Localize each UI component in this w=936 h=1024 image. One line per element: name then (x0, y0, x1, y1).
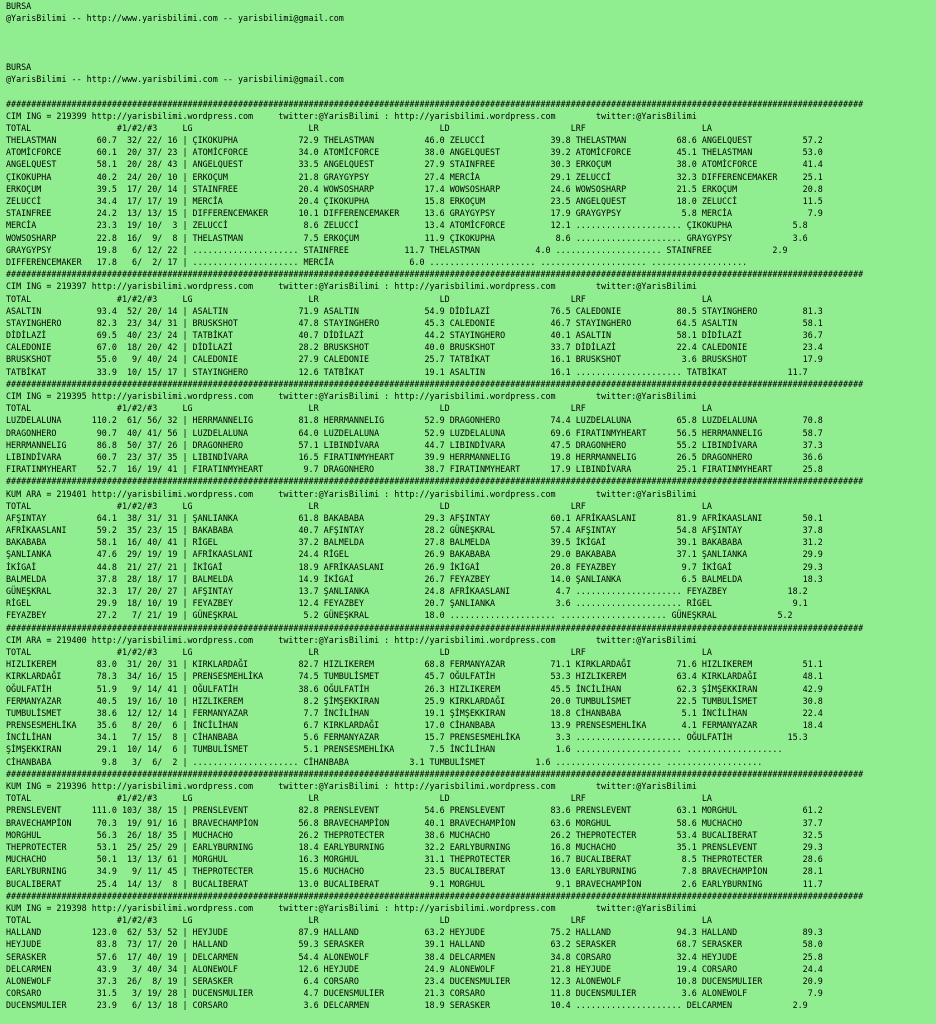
text-line: MUCHACHO 50.1 13/ 13/ 61 | MORGHUL 16.3 MORGHUL 31.1 THEPROTECTER 16.7 BUCALIBERAT 8.5 THEPROTECTER 28.6 (6, 854, 823, 865)
text-line: CIM ARA = 219400 http://yarisbilimi.wordpress.com twitter:@YarisBilimi : http://yarisbilimi.wordpress.com twitter:@YarisBilimi (6, 634, 697, 645)
text-line: BURSA (6, 1, 32, 11)
text-line: ALONEWOLF 37.3 26/ 8/ 19 | SERASKER 6.4 CORSARO 23.4 DUCENSMULIER 12.3 ALONEWOLF 10.8 DUCENSMULIER 20.9 (6, 976, 823, 986)
text-line: HERRMANNELIG 86.8 50/ 37/ 26 | DRAGONHERO 57.1 LIBINDİVARA 44.7 LIBINDİVARA 47.5 DRAGONHERO 55.2 LIBINDİVARA 37.3 (6, 439, 823, 450)
text-line (6, 49, 936, 61)
text-line: TOTAL #1/#2/#3 LG LR LD LRF LA (6, 293, 712, 304)
text-line: ########################################################################################################################################################################## (6, 890, 864, 901)
text-line: TOTAL #1/#2/#3 LG LR LD LRF LA (6, 915, 712, 926)
text-line: FIRATINMYHEART 52.7 16/ 19/ 41 | FIRATINMYHEART 9.7 DRAGONHERO 38.7 FIRATINMYHEART 17.9 LIBINDİVARA 25.1 FIRATINMYHEART 25.8 (6, 464, 823, 475)
text-line: ŞİMŞEKKIRAN 29.1 10/ 14/ 6 | TUMBULİSMET 5.1 PRENSESMEHLİKA 7.5 İNCİLİHAN 1.6 ..................... ................... (6, 744, 783, 755)
text-line: LUZDELALUNA 110.2 61/ 56/ 32 | HERRMANNELIG 81.8 HERRMANNELIG 52.9 DRAGONHERO 74.4 LUZDELALUNA 65.8 LUZDELALUNA 70.8 (6, 415, 823, 426)
text-line: BURSA (6, 61, 32, 72)
text-line: ########################################################################################################################################################################## (6, 269, 864, 280)
text-line: KUM ARA = 219401 http://yarisbilimi.wordpress.com twitter:@YarisBilimi : http://yarisbilimi.wordpress.com twitter:@YarisBilimi (6, 488, 697, 499)
text-line: BRUSKSHOT 55.0 9/ 40/ 24 | CALEDONIE 27.9 CALEDONIE 25.7 TATBİKAT 16.1 BRUSKSHOT 3.6 BRUSKSHOT 17.9 (6, 354, 823, 365)
text-line: ########################################################################################################################################################################## (6, 98, 864, 109)
text-line: RİGEL 29.9 18/ 10/ 19 | FEYAZBEY 12.4 FEYAZBEY 20.7 ŞANLIANKA 3.6 ..................... RİGEL 9.1 (6, 598, 808, 609)
text-line: TOTAL #1/#2/#3 LG LR LD LRF LA (6, 793, 712, 804)
text-line: CALEDONIE 67.0 18/ 20/ 42 | DİDİLAZİ 28.2 BRUSKSHOT 40.0 BRUSKSHOT 33.7 DİDİLAZİ 22.4 CALEDONIE 23.4 (6, 342, 823, 353)
text-line (6, 24, 936, 36)
text-line: CIM ING = 219399 http://yarisbilimi.wordpress.com twitter:@YarisBilimi : http://yarisbilimi.wordpress.com twitter:@YarisBilimi (6, 110, 697, 121)
text-line: STAYINGHERO 82.3 23/ 34/ 31 | BRUSKSHOT 47.8 STAYINGHERO 45.3 CALEDONIE 46.7 STAYINGHERO 64.5 ASALTIN 58.1 (6, 317, 823, 328)
text-line: ZELUCCİ 34.4 17/ 17/ 19 | MERCİA 20.4 ÇIKOKUPHA 15.8 ERKOÇUM 23.5 ANGELQUEST 18.0 ZELUCCİ 11.5 (6, 196, 823, 206)
text-line: HALLAND 123.0 62/ 53/ 52 | HEYJUDE 87.9 HALLAND 63.2 HEYJUDE 75.2 HALLAND 94.3 HALLAND 89.3 (6, 927, 823, 938)
text-line: KUM ING = 219398 http://yarisbilimi.wordpress.com twitter:@YarisBilimi : http://yarisbilimi.wordpress.com twitter:@YarisBilimi (6, 902, 697, 913)
text-line: KUM ING = 219396 http://yarisbilimi.wordpress.com twitter:@YarisBilimi : http://yarisbilimi.wordpress.com twitter:@YarisBilimi (6, 781, 697, 791)
text-line: THELASTMAN 60.7 32/ 22/ 16 | ÇIKOKUPHA 72.9 THELASTMAN 46.0 ZELUCCİ 39.8 THELASTMAN 68.6 ANGELQUEST 57.2 (6, 135, 823, 146)
text-line (6, 85, 936, 97)
text-line: MERCİA 23.3 19/ 10/ 3 | ZELUCCİ 8.6 ZELUCCİ 13.4 ATOMİCFORCE 12.1 ..................... ÇIKOKUPHA 5.8 (6, 220, 808, 231)
text-line: DUCENSMULIER 23.9 6/ 13/ 18 | CORSARO 3.6 DELCARMEN 18.9 SERASKER 10.4 ..................... DELCARMEN 2.9 (6, 1000, 808, 1011)
text-line: @YarisBilimi -- http://www.yarisbilimi.com -- yarisbilimi@gmail.com (6, 74, 344, 85)
text-line: PRENSESMEHLİKA 35.6 8/ 20/ 6 | İNCİLİHAN 6.7 KIRKLARDAĞI 17.0 CİHANBABA 13.9 PRENSESMEHLİKA 4.1 FERMANYAZAR 18.4 (6, 720, 823, 731)
text-line: FEYAZBEY 27.2 7/ 21/ 19 | GÜNEŞKRAL 5.2 GÜNEŞKRAL 18.0 ..................... ..................... GÜNEŞKRAL 5.2 (6, 610, 793, 621)
text-line: ########################################################################################################################################################################## (6, 768, 864, 779)
text-line: ATOMİCFORCE 60.1 20/ 37/ 23 | ATOMİCFORCE 34.0 ATOMİCFORCE 38.0 ANGELQUEST 39.2 ATOMİCFORCE 45.1 THELASTMAN 53.0 (6, 147, 823, 158)
text-line: WOWSOSHARP 22.8 16/ 9/ 8 | THELASTMAN 7.5 ERKOÇUM 11.9 ÇIKOKUPHA 8.6 ..................... GRAYGYPSY 3.6 (6, 232, 808, 243)
text-line: DIFFERENCEMAKER 17.8 6/ 2/ 17 | ..................... MERCİA 6.0 ..................... ..................... ................... (6, 256, 748, 267)
text-line: BAKABABA 58.1 16/ 40/ 41 | RİGEL 37.2 BALMELDA 27.8 BALMELDA 39.5 İKİGAİ 39.1 BAKABABA 31.2 (6, 537, 823, 548)
text-line: BRAVECHAMPİON 70.3 19/ 91/ 16 | BRAVECHAMPİON 56.8 BRAVECHAMPİON 40.1 BRAVECHAMPİON 63.6 MORGHUL 58.6 MUCHACHO 37.7 (6, 817, 823, 828)
text-line: İNCİLİHAN 34.1 7/ 15/ 8 | CİHANBABA 5.6 FERMANYAZAR 15.7 PRENSESMEHLİKA 3.3 ..................... OĞULFATİH 15.3 (6, 732, 808, 743)
text-line: LIBINDİVARA 60.7 23/ 37/ 35 | LIBINDİVARA 16.5 FIRATINMYHEART 39.9 HERRMANNELIG 19.8 HERRMANNELIG 26.5 DRAGONHERO 36.6 (6, 451, 823, 462)
text-line: OĞULFATİH 51.9 9/ 14/ 41 | OĞULFATİH 38.6 OĞULFATİH 26.3 HIZLIKEREM 45.5 İNCİLİHAN 62.3 ŞİMŞEKKIRAN 42.9 (6, 683, 823, 694)
text-line: BALMELDA 37.8 28/ 18/ 17 | BALMELDA 14.9 İKİGAİ 26.7 FEYAZBEY 14.0 ŞANLIANKA 6.5 BALMELDA 18.3 (6, 573, 823, 584)
text-line: AFŞINTAY 64.1 38/ 31/ 31 | ŞANLIANKA 61.8 BAKABABA 29.3 AFŞINTAY 60.1 AFRİKAASLANI 81.9 AFRİKAASLANI 50.1 (6, 512, 823, 523)
text-line: DRAGONHERO 90.7 40/ 41/ 56 | LUZDELALUNA 64.0 LUZDELALUNA 52.9 LUZDELALUNA 69.6 FIRATINMYHEART 56.5 HERRMANNELIG 58.7 (6, 427, 823, 438)
text-line: ŞANLIANKA 47.6 29/ 19/ 19 | AFRİKAASLANI 24.4 RİGEL 26.9 BAKABABA 29.0 BAKABABA 37.1 ŞANLIANKA 29.9 (6, 549, 823, 560)
text-line: THEPROTECTER 53.1 25/ 25/ 29 | EARLYBURNING 18.4 EARLYBURNING 32.2 EARLYBURNING 16.8 MUCHACHO 35.1 PRENSLEVENT 29.3 (6, 841, 823, 852)
text-line: GÜNEŞKRAL 32.3 17/ 20/ 27 | AFŞINTAY 13.7 ŞANLIANKA 24.8 AFRİKAASLANI 4.7 ..................... FEYAZBEY 18.2 (6, 586, 808, 596)
text-line: BUCALIBERAT 25.4 14/ 13/ 8 | BUCALIBERAT 13.0 BUCALIBERAT 9.1 MORGHUL 9.1 BRAVECHAMPİON 2.6 EARLYBURNING 11.7 (6, 878, 823, 889)
text-line: CIM ING = 219397 http://yarisbilimi.wordpress.com twitter:@YarisBilimi : http://yarisbilimi.wordpress.com twitter:@YarisBilimi (6, 281, 697, 292)
text-line: CİHANBABA 9.8 3/ 6/ 2 | ..................... CİHANBABA 3.1 TUMBULİSMET 1.6 ..................... ................... (6, 756, 763, 767)
text-line: ########################################################################################################################################################################## (6, 622, 864, 633)
text-line: EARLYBURNING 34.9 9/ 11/ 45 | THEPROTECTER 15.6 MUCHACHO 23.5 BUCALIBERAT 13.0 EARLYBURNING 7.8 BRAVECHAMPİON 28.1 (6, 866, 823, 877)
text-line: ASALTIN 93.4 52/ 20/ 14 | ASALTIN 71.9 ASALTIN 54.9 DİDİLAZİ 76.5 CALEDONIE 80.5 STAYINGHERO 81.3 (6, 305, 823, 316)
text-line: ÇIKOKUPHA 40.2 24/ 20/ 10 | ERKOÇUM 21.8 GRAYGYPSY 27.4 MERCİA 29.1 ZELUCCİ 32.3 DIFFERENCEMAKER 25.1 (6, 171, 823, 182)
text-line: ########################################################################################################################################################################## (6, 378, 864, 389)
text-line: @YarisBilimi -- http://www.yarisbilimi.com -- yarisbilimi@gmail.com (6, 13, 344, 24)
text-line (6, 37, 936, 49)
text-line: TOTAL #1/#2/#3 LG LR LD LRF LA (6, 646, 712, 657)
text-line: GRAYGYPSY 19.8 6/ 12/ 22 | ..................... STAINFREE 11.7 THELASTMAN 4.0 ..................... STAINFREE 2.9 (6, 244, 788, 255)
text-line: ANGELQUEST 58.1 20/ 28/ 43 | ANGELQUEST 33.5 ANGELQUEST 27.9 STAINFREE 30.3 ERKOÇUM 38.0 ATOMİCFORCE 41.4 (6, 159, 823, 170)
text-line: TOTAL #1/#2/#3 LG LR LD LRF LA (6, 500, 712, 511)
text-line: ########################################################################################################################################################################## (6, 476, 864, 487)
text-line: TATBİKAT 33.9 10/ 15/ 17 | STAYINGHERO 12.6 TATBİKAT 19.1 ASALTIN 16.1 ..................... TATBİKAT 11.7 (6, 366, 808, 377)
text-line: AFRİKAASLANI 59.2 35/ 23/ 15 | BAKABABA 40.7 AFŞINTAY 28.2 GÜNEŞKRAL 57.4 AFŞINTAY 54.8 AFŞINTAY 37.8 (6, 525, 823, 536)
text-line: DELCARMEN 43.9 3/ 40/ 34 | ALONEWOLF 12.6 HEYJUDE 24.9 ALONEWOLF 21.8 HEYJUDE 19.4 CORSARO 24.4 (6, 963, 823, 974)
text-line: İKİGAİ 44.8 21/ 27/ 21 | İKİGAİ 18.9 AFRİKAASLANI 26.9 İKİGAİ 20.8 FEYAZBEY 9.7 İKİGAİ 29.3 (6, 561, 823, 572)
text-line: CIM ING = 219395 http://yarisbilimi.wordpress.com twitter:@YarisBilimi : http://yarisbilimi.wordpress.com twitter:@YarisBilimi (6, 391, 697, 401)
text-line: PRENSLEVENT 111.0 103/ 38/ 15 | PRENSLEVENT 82.8 PRENSLEVENT 54.6 PRENSLEVENT 83.6 PRENSLEVENT 63.1 MORGHUL 61.2 (6, 805, 823, 816)
text-line: FERMANYAZAR 40.5 19/ 16/ 10 | HIZLIKEREM 8.2 ŞİMŞEKKIRAN 25.9 KIRKLARDAĞI 20.0 TUMBULİSMET 22.5 TUMBULİSMET 30.8 (6, 695, 823, 706)
text-line: SERASKER 57.6 17/ 40/ 19 | DELCARMEN 54.4 ALONEWOLF 38.4 DELCARMEN 34.8 CORSARO 32.4 HEYJUDE 25.8 (6, 951, 823, 962)
text-line: DİDİLAZİ 69.5 40/ 23/ 24 | TATBİKAT 40.7 DİDİLAZİ 44.2 STAYINGHERO 40.1 ASALTIN 58.1 DİDİLAZİ 36.7 (6, 330, 823, 341)
text-line: TOTAL #1/#2/#3 LG LR LD LRF LA (6, 403, 712, 414)
text-line: MORGHUL 56.3 26/ 18/ 35 | MUCHACHO 26.2 THEPROTECTER 38.6 MUCHACHO 26.2 THEPROTECTER 53.4 BUCALIBERAT 32.5 (6, 829, 823, 840)
text-line: TOTAL #1/#2/#3 LG LR LD LRF LA (6, 122, 712, 133)
text-line: HIZLIKEREM 83.0 31/ 20/ 31 | KIRKLARDAĞI 82.7 HIZLIKEREM 68.8 FERMANYAZAR 71.1 KIRKLARDAĞI 71.6 HIZLIKEREM 51.1 (6, 659, 823, 670)
text-line: ERKOÇUM 39.5 17/ 20/ 14 | STAINFREE 20.4 WOWSOSHARP 17.4 WOWSOSHARP 24.6 WOWSOSHARP 21.5 ERKOÇUM 20.8 (6, 183, 823, 194)
text-line: STAINFREE 24.2 13/ 13/ 15 | DIFFERENCEMAKER 10.1 DIFFERENCEMAKER 13.6 GRAYGYPSY 17.9 GRAYGYPSY 5.8 MERCİA 7.9 (6, 208, 823, 219)
text-line: HEYJUDE 83.8 73/ 17/ 20 | HALLAND 59.3 SERASKER 39.1 HALLAND 63.2 SERASKER 68.7 SERASKER 58.0 (6, 939, 823, 950)
text-line: TUMBULİSMET 38.6 12/ 12/ 14 | FERMANYAZAR 7.7 İNCİLİHAN 19.1 ŞİMŞEKKIRAN 18.8 CİHANBABA 5.1 İNCİLİHAN 22.4 (6, 707, 823, 718)
text-line: CORSARO 31.5 3/ 19/ 28 | DUCENSMULIER 4.7 DUCENSMULIER 21.3 CORSARO 11.8 DUCENSMULIER 3.6 ALONEWOLF 7.9 (6, 988, 823, 999)
text-line: KIRKLARDAĞI 78.3 34/ 16/ 15 | PRENSESMEHLİKA 74.5 TUMBULİSMET 45.7 OĞULFATİH 53.3 HIZLIKEREM 63.4 KIRKLARDAĞI 48.1 (6, 671, 823, 682)
